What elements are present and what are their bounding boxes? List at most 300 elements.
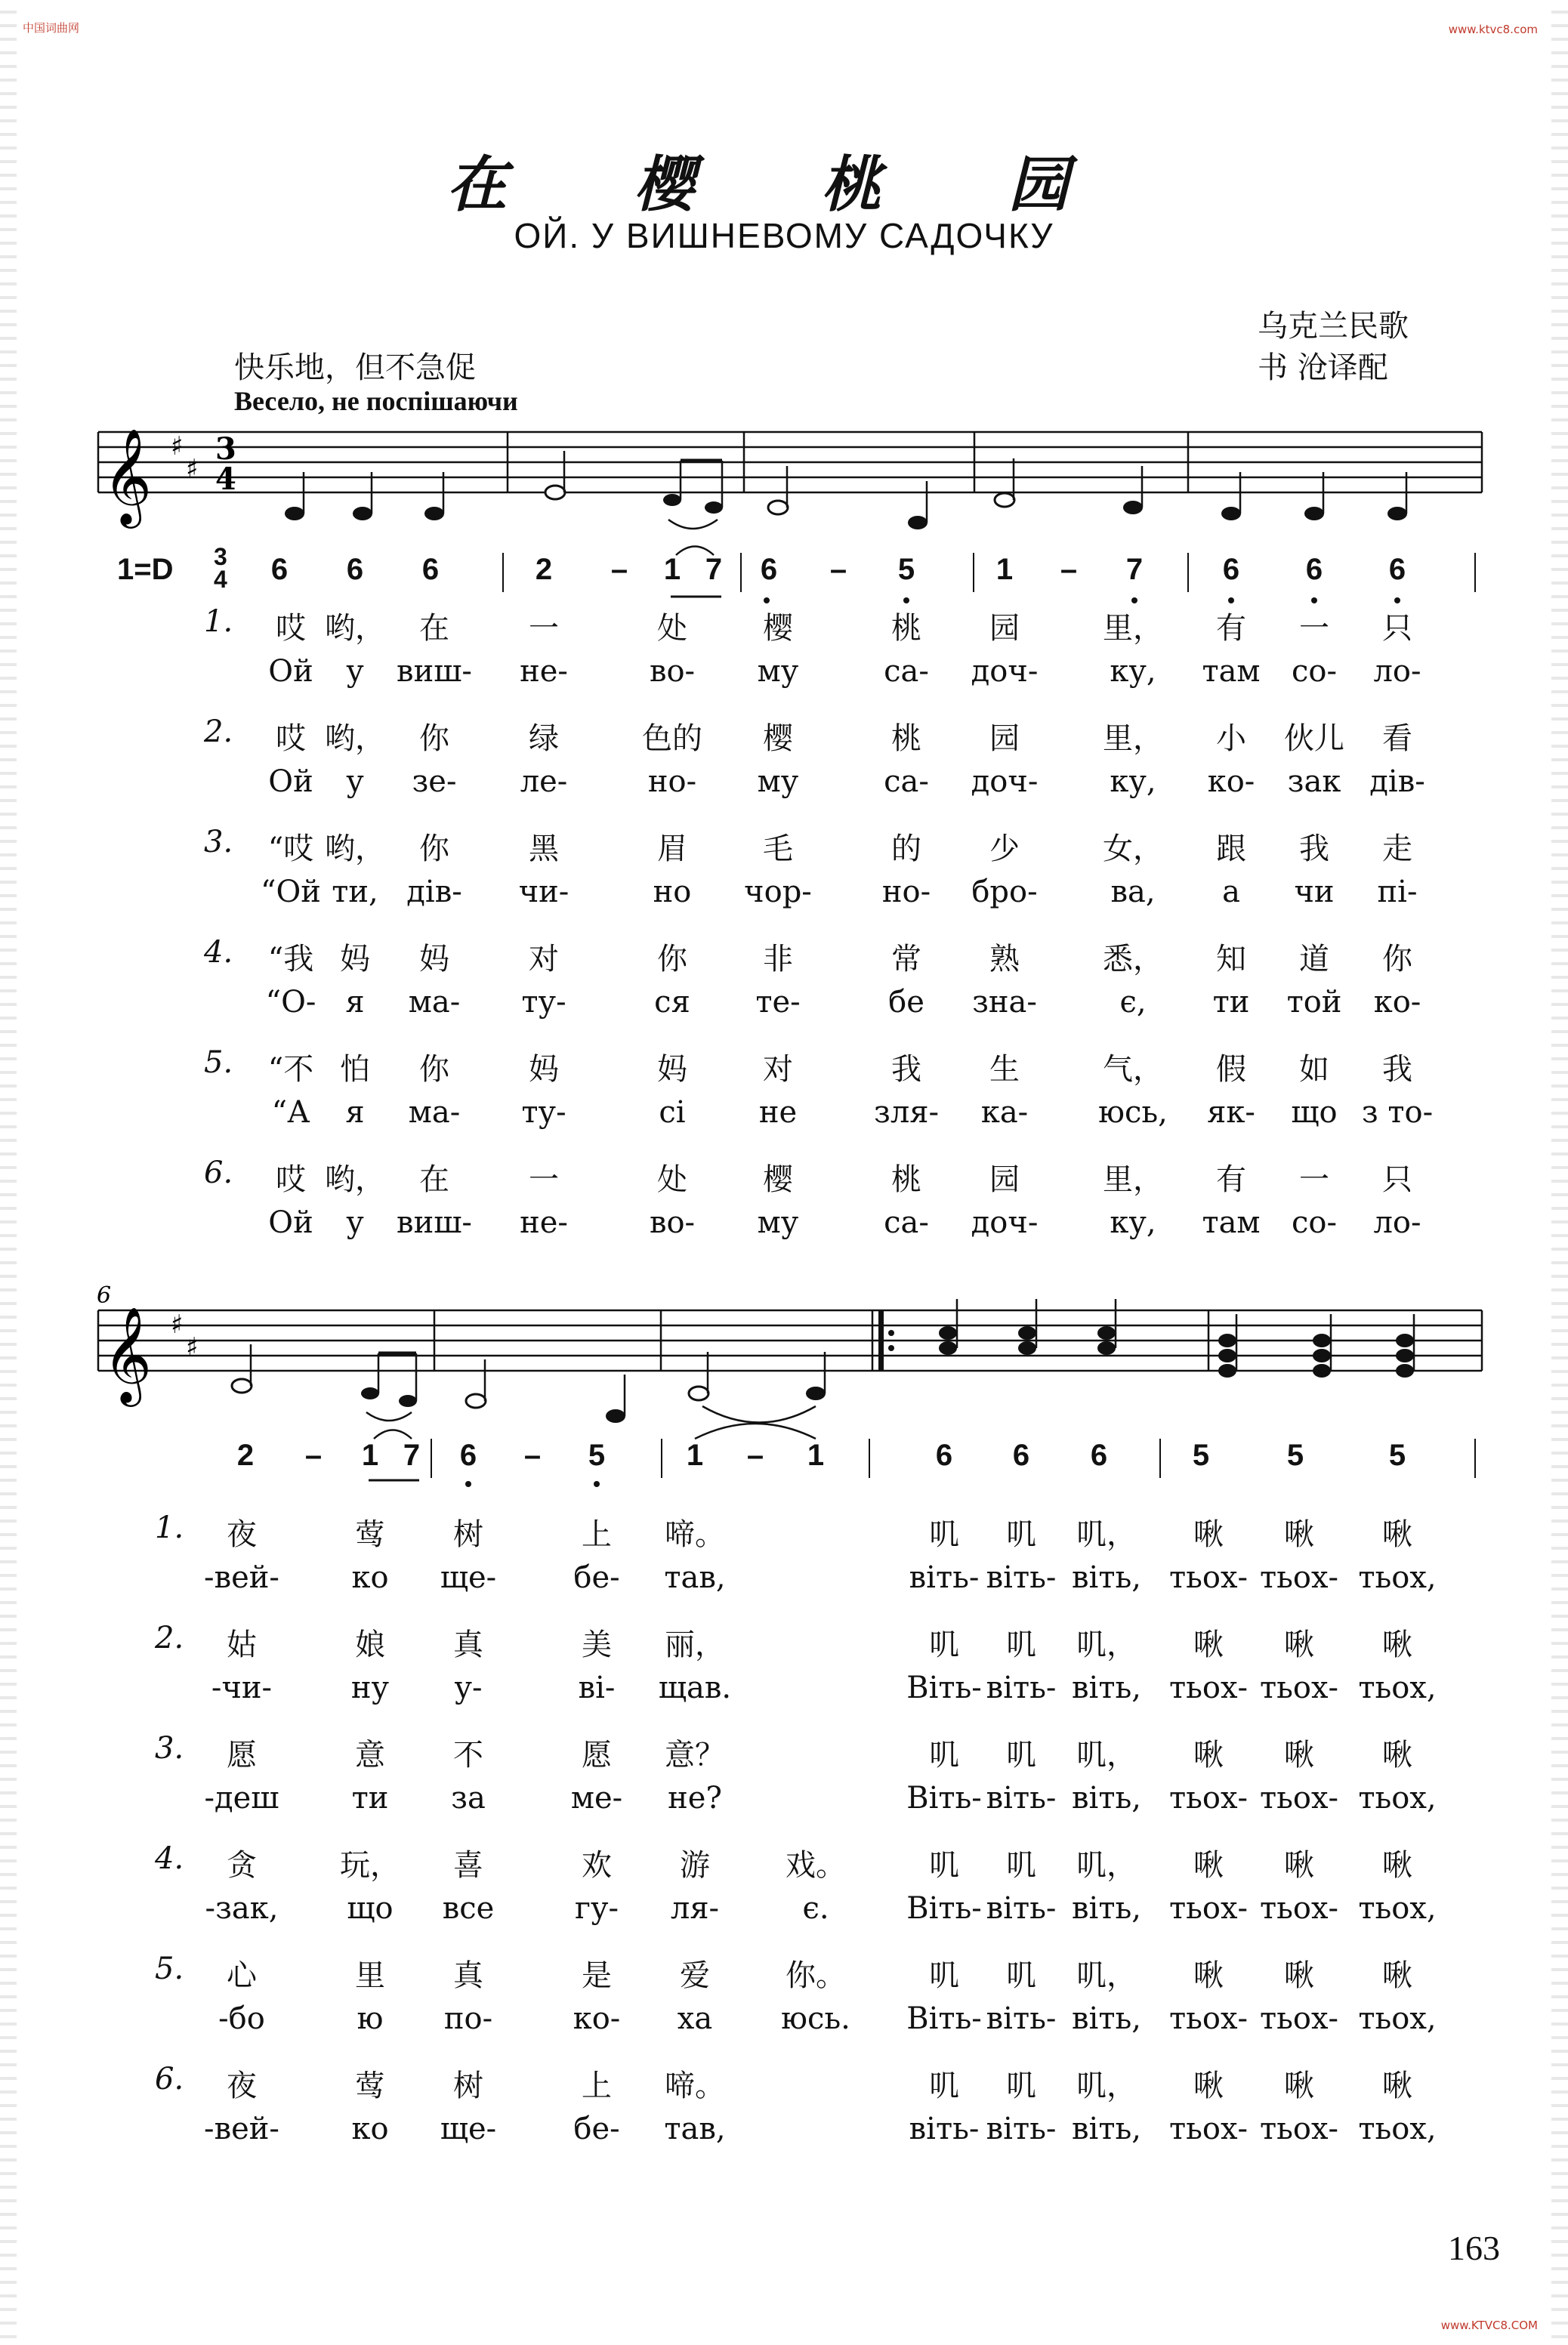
lyric-syllable-cn: 妈 — [340, 942, 370, 977]
verse-number: 2. — [204, 714, 233, 749]
lyric-syllable-ua: зе- — [412, 764, 457, 799]
lyric-syllable-ua: доч- — [971, 1205, 1039, 1240]
lyric-syllable-cn: 你 — [419, 721, 449, 756]
lyric-syllable-cn: 娘 — [355, 1628, 385, 1662]
lyric-syllable-ua: са- — [884, 1205, 929, 1240]
barline — [502, 553, 504, 592]
key-signature: 1=D — [117, 553, 174, 586]
lyric-syllable-ua: чи — [1294, 875, 1335, 909]
lyric-syllable-ua: є, — [1119, 985, 1147, 1020]
lyric-syllable-cn: 啾 — [1284, 1628, 1314, 1662]
lyric-syllable-cn: 夜 — [227, 1517, 257, 1552]
lyric-syllable-cn: 上 — [582, 1517, 612, 1552]
lyric-syllable-cn: 桃 — [891, 611, 921, 646]
lyric-syllable-cn: 一 — [1299, 611, 1329, 646]
lyric-syllable-cn: 叽 — [1006, 1517, 1036, 1552]
lyric-syllable-ua: по- — [443, 2001, 493, 2036]
jianpu-note: 6 — [1090, 1439, 1108, 1472]
lyric-syllable-cn: 走 — [1382, 832, 1412, 866]
lyric-syllable-ua: віть- — [986, 2001, 1057, 2036]
lyric-syllable-cn: 夜 — [227, 2069, 257, 2103]
lyric-syllable-cn: 啾 — [1193, 1517, 1224, 1552]
lyric-syllable-cn: 叽 — [1006, 1958, 1036, 1993]
lyric-syllable-cn: 莺 — [355, 1517, 385, 1552]
lyric-syllable-ua: дів- — [1369, 764, 1425, 799]
lyric-syllable-cn: 我 — [1382, 1052, 1412, 1087]
lyric-syllable-cn: 看 — [1382, 721, 1412, 756]
verse-number: 5. — [204, 1045, 233, 1080]
lyric-syllable-cn: 有 — [1216, 1162, 1246, 1197]
lyric-syllable-ua: ко- — [573, 2001, 621, 2036]
lyric-syllable-ua: у — [346, 654, 364, 689]
lyric-syllable-cn: 你 — [419, 832, 449, 866]
lyric-syllable-ua: -чи- — [211, 1671, 273, 1705]
lyric-syllable-ua: віть- — [986, 1781, 1057, 1816]
lyric-syllable-cn: 非 — [763, 942, 793, 977]
lyric-syllable-cn: 少 — [989, 832, 1020, 866]
barline — [973, 553, 974, 592]
lyric-syllable-ua: са- — [884, 654, 929, 689]
verse-number: 4. — [155, 1841, 184, 1876]
lyric-syllable-cn: 一 — [529, 1162, 559, 1197]
jianpu-note: 7 — [705, 553, 723, 586]
barline — [1474, 553, 1476, 592]
lyric-syllable-ua: віть- — [986, 1560, 1057, 1595]
verse-number: 4. — [204, 935, 233, 970]
lyric-syllable-ua: Віть- — [906, 1781, 982, 1816]
lyric-syllable-ua: той — [1286, 985, 1342, 1020]
jianpu-note: – — [1060, 553, 1078, 586]
barline — [740, 553, 742, 592]
lyric-syllable-ua: я — [345, 1095, 365, 1130]
lyric-syllable-cn: 一 — [1299, 1162, 1329, 1197]
lyric-syllable-cn: 生 — [989, 1052, 1020, 1087]
lyric-syllable-cn: 真 — [453, 1628, 483, 1662]
jianpu-note: 7 — [403, 1439, 421, 1472]
lyric-syllable-ua: віть, — [1072, 2001, 1141, 2036]
lyric-syllable-cn: 我 — [1299, 832, 1329, 866]
lyric-syllable-cn: 处 — [657, 611, 687, 646]
lyric-syllable-ua: ти — [1212, 985, 1250, 1020]
lyric-syllable-cn: 里， — [1103, 611, 1163, 646]
lyric-syllable-cn: 啾 — [1193, 1628, 1224, 1662]
lyric-syllable-ua: Віть- — [906, 1891, 982, 1926]
lyric-syllable-cn: 绿 — [529, 721, 559, 756]
lyric-syllable-ua: тьох- — [1259, 2112, 1339, 2146]
lyric-syllable-ua: тьох- — [1259, 1891, 1339, 1926]
lyric-syllable-cn: 知 — [1216, 942, 1246, 977]
lyric-syllable-cn: 桃 — [891, 1162, 921, 1197]
lyric-syllable-cn: 啼。 — [665, 1517, 725, 1552]
lyric-syllable-cn: 喜 — [453, 1848, 483, 1883]
lyric-syllable-cn: 啾 — [1193, 1738, 1224, 1773]
lyric-syllable-cn: 樱 — [763, 1162, 793, 1197]
lyric-syllable-ua: виш- — [397, 654, 472, 689]
jianpu-row-1 — [0, 553, 1568, 598]
jianpu-note: 6 — [935, 1439, 953, 1472]
svg-text:3: 3 — [215, 431, 236, 467]
lyric-syllable-cn: 如 — [1299, 1052, 1329, 1087]
jianpu-note: – — [523, 1439, 542, 1472]
lyric-syllable-ua: не- — [520, 1205, 568, 1240]
lyric-syllable-cn: 对 — [529, 942, 559, 977]
lyric-syllable-cn: 游 — [680, 1848, 710, 1883]
lyric-syllable-ua: Ой — [268, 654, 313, 689]
lyric-syllable-cn: 真 — [453, 1958, 483, 1993]
lyric-syllable-ua: віть- — [986, 2112, 1057, 2146]
lyric-syllable-cn: 树 — [453, 1517, 483, 1552]
lyric-syllable-cn: 啾 — [1193, 1958, 1224, 1993]
jianpu-note: 7 — [1125, 553, 1144, 586]
time-bottom: 4 — [214, 566, 227, 593]
lyric-syllable-cn: 处 — [657, 1162, 687, 1197]
lyric-syllable-ua: ме- — [570, 1781, 623, 1816]
time-top: 3 — [214, 543, 227, 570]
lyric-syllable-ua: що — [347, 1891, 394, 1926]
sharp-icon: ♯ — [171, 431, 184, 461]
lyric-syllable-ua: ля- — [670, 1891, 720, 1926]
lyric-syllable-ua: -зак, — [205, 1891, 279, 1926]
jianpu-note: 6 — [1012, 1439, 1030, 1472]
lyric-syllable-cn: 哟， — [325, 1162, 385, 1197]
lyric-syllable-cn: 色的 — [642, 721, 702, 756]
page-number: 163 — [1448, 2229, 1500, 2267]
lyric-syllable-cn: 啾 — [1284, 1738, 1314, 1773]
lyric-syllable-cn: 黑 — [529, 832, 559, 866]
lyric-syllable-ua: ту- — [521, 985, 566, 1020]
lyric-syllable-cn: 眉 — [657, 832, 687, 866]
lyric-syllable-cn: 不 — [453, 1738, 483, 1773]
lyric-syllable-cn: 园 — [989, 611, 1020, 646]
lyric-syllable-ua: тьох, — [1358, 2112, 1437, 2146]
lyric-syllable-ua: зак — [1287, 764, 1341, 799]
lyric-syllable-cn: 叽 — [1006, 2069, 1036, 2103]
lyric-syllable-cn: 啾 — [1382, 1958, 1412, 1993]
jianpu-note: 6 — [1222, 553, 1240, 586]
lyric-syllable-ua: віть- — [986, 1891, 1057, 1926]
treble-clef-icon: 𝄞 — [103, 1306, 153, 1402]
lyric-syllable-ua: ти — [351, 1781, 389, 1816]
lyric-syllable-ua: ту- — [521, 1095, 566, 1130]
jianpu-note: 6 — [459, 1439, 477, 1472]
lyrics-block-2 — [0, 1510, 1568, 2175]
song-title: 在 樱 桃 园 — [446, 149, 1122, 220]
lyric-syllable-ua: у — [346, 764, 364, 799]
lyric-syllable-cn: 爱 — [680, 1958, 710, 1993]
lyric-syllable-cn: 道 — [1299, 942, 1329, 977]
lyric-syllable-ua: ну — [350, 1671, 390, 1705]
jianpu-note: 2 — [236, 1439, 255, 1472]
lyric-syllable-cn: 啾 — [1382, 1848, 1412, 1883]
watermark-bottom-right: www.KTVC8.COM — [1440, 2319, 1538, 2332]
lyric-syllable-ua: тьох- — [1168, 1671, 1249, 1705]
lyric-syllable-cn: 在 — [419, 611, 449, 646]
lyric-syllable-cn: 哟， — [325, 832, 385, 866]
lyric-syllable-ua: тьох, — [1358, 1891, 1437, 1926]
lyric-syllable-cn: “我 — [267, 942, 314, 977]
lyric-syllable-cn: 叽， — [1076, 1628, 1137, 1662]
lyric-syllable-cn: 啾 — [1284, 2069, 1314, 2103]
lyric-syllable-cn: 姑 — [227, 1628, 257, 1662]
lyric-syllable-ua: ку, — [1110, 1205, 1156, 1240]
lyric-syllable-cn: 叽， — [1076, 1517, 1137, 1552]
lyric-syllable-ua: ще- — [440, 2112, 497, 2146]
lyric-syllable-cn: 叽 — [929, 1848, 959, 1883]
lyric-syllable-ua: ся — [654, 985, 690, 1020]
lyric-syllable-ua: те- — [755, 985, 801, 1020]
barline — [869, 1439, 870, 1478]
lyric-syllable-cn: 叽 — [929, 1738, 959, 1773]
jianpu-note: 1 — [995, 553, 1014, 586]
svg-text:4: 4 — [215, 461, 236, 497]
song-subtitle: ОЙ. У ВИШНЕВОМУ САДОЧКУ — [514, 216, 1054, 255]
barline — [1474, 1439, 1476, 1478]
jianpu-note: 6 — [1305, 553, 1323, 586]
lyric-syllable-ua: юсь, — [1098, 1095, 1168, 1130]
lyric-syllable-cn: 里 — [355, 1958, 385, 1993]
lyric-syllable-cn: 有 — [1216, 611, 1246, 646]
lyric-syllable-ua: бро- — [971, 875, 1038, 909]
lyric-syllable-ua: не — [758, 1095, 798, 1130]
lyric-syllable-ua: тьох- — [1259, 1781, 1339, 1816]
lyric-syllable-cn: 小 — [1216, 721, 1246, 756]
lyric-syllable-ua: ка- — [980, 1095, 1029, 1130]
lyric-syllable-ua: бе — [888, 985, 924, 1020]
lyric-syllable-cn: 你 — [419, 1052, 449, 1087]
lyric-syllable-ua: но- — [881, 875, 931, 909]
jianpu-note: 2 — [535, 553, 553, 586]
lyric-syllable-ua: віть, — [1072, 1891, 1141, 1926]
lyric-syllable-cn: 园 — [989, 1162, 1020, 1197]
lyric-syllable-cn: 叽 — [1006, 1848, 1036, 1883]
jianpu-note: – — [746, 1439, 764, 1472]
lyric-syllable-ua: з то- — [1361, 1095, 1434, 1130]
lyric-syllable-cn: 桃 — [891, 721, 921, 756]
lyric-syllable-ua: “О- — [265, 985, 316, 1020]
staff-2 — [98, 1310, 1482, 1371]
repeat-bar — [878, 1310, 884, 1371]
lyric-syllable-cn: 樱 — [763, 721, 793, 756]
jianpu-note: 5 — [1192, 1439, 1210, 1472]
lyric-syllable-cn: 女， — [1103, 832, 1163, 866]
lyric-syllable-cn: 妈 — [657, 1052, 687, 1087]
jianpu-note: 6 — [1388, 553, 1406, 586]
lyric-syllable-cn: 愿 — [582, 1738, 612, 1773]
jianpu-note: 6 — [346, 553, 364, 586]
lyric-syllable-ua: -деш — [204, 1781, 279, 1816]
lyric-syllable-cn: 怕 — [340, 1052, 370, 1087]
lyric-syllable-ua: тьох, — [1358, 2001, 1437, 2036]
lyric-syllable-ua: доч- — [971, 654, 1039, 689]
lyric-syllable-ua: віть, — [1072, 1781, 1141, 1816]
lyric-syllable-cn: 玩， — [340, 1848, 400, 1883]
lyric-syllable-ua: Ой — [268, 1205, 313, 1240]
lyric-syllable-ua: тьох, — [1358, 1671, 1437, 1705]
lyric-syllable-ua: са- — [884, 764, 929, 799]
lyric-syllable-ua: чи- — [518, 875, 569, 909]
lyric-syllable-ua: гу- — [574, 1891, 619, 1926]
lyric-syllable-cn: 哎 — [276, 1162, 306, 1197]
lyric-syllable-cn: 啾 — [1382, 1628, 1412, 1662]
jianpu-note: 6 — [270, 553, 289, 586]
lyric-syllable-cn: 伙儿 — [1284, 721, 1344, 756]
lyric-syllable-ua: му — [757, 654, 799, 689]
lyric-syllable-cn: 里， — [1103, 721, 1163, 756]
lyric-syllable-cn: “不 — [267, 1052, 314, 1087]
jianpu-note: – — [829, 553, 847, 586]
sharp-icon: ♯ — [186, 1332, 199, 1362]
lyric-syllable-ua: віть- — [909, 2112, 980, 2146]
lyric-syllable-cn: 假 — [1216, 1052, 1246, 1087]
lyric-syllable-cn: 悉， — [1103, 942, 1163, 977]
lyric-syllable-ua: віть, — [1072, 1671, 1141, 1705]
lyric-syllable-ua: ха — [677, 2001, 713, 2036]
lyric-syllable-cn: 叽， — [1076, 1738, 1137, 1773]
lyric-syllable-ua: со- — [1292, 1205, 1337, 1240]
lyric-syllable-cn: 在 — [419, 1162, 449, 1197]
lyric-syllable-ua: бе- — [573, 1560, 620, 1595]
lyric-syllable-cn: 毛 — [763, 832, 793, 866]
lyric-syllable-ua: ко- — [1373, 985, 1421, 1020]
lyric-syllable-ua: ма- — [408, 985, 461, 1020]
lyric-syllable-cn: 只 — [1382, 611, 1412, 646]
lyric-syllable-ua: сі — [659, 1095, 686, 1130]
lyric-syllable-cn: 跟 — [1216, 832, 1246, 866]
barline — [431, 1439, 432, 1478]
lyric-syllable-ua: все — [442, 1891, 495, 1926]
lyrics-block-1 — [0, 604, 1568, 1240]
lyric-syllable-cn: 贪 — [227, 1848, 257, 1883]
lyric-syllable-ua: за — [451, 1781, 486, 1816]
barline — [661, 1439, 662, 1478]
lyric-syllable-cn: 叽， — [1076, 1848, 1137, 1883]
lyric-syllable-cn: 叽 — [929, 1628, 959, 1662]
watermark-top-left: 中国词曲网 — [23, 21, 80, 35]
lyric-syllable-ua: во- — [649, 1205, 696, 1240]
lyric-syllable-ua: тьох- — [1168, 1560, 1249, 1595]
lyric-syllable-ua: щав. — [658, 1671, 732, 1705]
lyric-syllable-cn: 啾 — [1284, 1848, 1314, 1883]
lyric-syllable-ua: Ой — [268, 764, 313, 799]
lyric-syllable-ua: но- — [647, 764, 697, 799]
lyric-syllable-cn: 你 — [1382, 942, 1412, 977]
lyric-syllable-cn: “哎 — [267, 832, 314, 866]
lyric-syllable-ua: ва, — [1110, 875, 1156, 909]
lyric-syllable-ua: юсь. — [781, 2001, 850, 2036]
lyric-syllable-cn: 里， — [1103, 1162, 1163, 1197]
lyric-syllable-cn: 叽 — [1006, 1738, 1036, 1773]
lyric-syllable-cn: 熟 — [989, 942, 1020, 977]
lyric-syllable-cn: 对 — [763, 1052, 793, 1087]
watermark-top-right: www.ktvc8.com — [1448, 23, 1538, 36]
lyric-syllable-ua: я — [345, 985, 365, 1020]
lyric-syllable-cn: 的 — [891, 832, 921, 866]
lyric-syllable-ua: зна- — [972, 985, 1037, 1020]
lyric-syllable-ua: -вей- — [204, 1560, 279, 1595]
lyric-syllable-ua: чор- — [744, 875, 812, 909]
lyric-syllable-cn: 叽 — [929, 1517, 959, 1552]
verse-number: 1. — [204, 604, 233, 639]
lyric-syllable-ua: тьох- — [1259, 2001, 1339, 2036]
lyric-syllable-cn: 哎 — [276, 611, 306, 646]
lyric-syllable-cn: 美 — [582, 1628, 612, 1662]
lyric-syllable-cn: 啾 — [1382, 1517, 1412, 1552]
lyric-syllable-ua: “А — [271, 1095, 310, 1130]
lyric-syllable-ua: є. — [802, 1891, 829, 1926]
verse-number: 5. — [155, 1952, 184, 1986]
lyric-syllable-cn: 樱 — [763, 611, 793, 646]
lyric-syllable-ua: віть- — [909, 1560, 980, 1595]
lyric-syllable-ua: бе- — [573, 2112, 620, 2146]
lyric-syllable-cn: 哟， — [325, 611, 385, 646]
jianpu-note: 1 — [361, 1439, 379, 1472]
lyric-syllable-cn: 丽， — [665, 1628, 725, 1662]
lyric-syllable-ua: там — [1202, 654, 1261, 689]
lyric-syllable-cn: 树 — [453, 2069, 483, 2103]
lyric-syllable-cn: 一 — [529, 611, 559, 646]
lyric-syllable-ua: ле- — [520, 764, 568, 799]
lyric-syllable-ua: що — [1291, 1095, 1338, 1130]
lyric-syllable-ua: не- — [520, 654, 568, 689]
jianpu-note: 5 — [1388, 1439, 1406, 1472]
lyric-syllable-cn: 啾 — [1382, 1738, 1412, 1773]
lyric-syllable-cn: 叽 — [929, 1958, 959, 1993]
lyric-syllable-ua: ло- — [1373, 1205, 1421, 1240]
lyric-syllable-ua: ко — [351, 1560, 389, 1595]
staff-1 — [98, 432, 1482, 492]
lyric-syllable-ua: ко- — [1207, 764, 1255, 799]
lyric-syllable-ua: во- — [649, 654, 696, 689]
jianpu-note: 5 — [897, 553, 915, 586]
lyric-syllable-cn: 心 — [227, 1958, 257, 1993]
jianpu-note: 6 — [421, 553, 440, 586]
lyric-syllable-ua: тьох- — [1168, 2112, 1249, 2146]
lyric-syllable-ua: ще- — [440, 1560, 497, 1595]
lyric-syllable-cn: 意？ — [665, 1738, 725, 1773]
lyric-syllable-ua: тьох, — [1358, 1781, 1437, 1816]
lyric-syllable-ua: доч- — [971, 764, 1039, 799]
lyric-syllable-ua: зля- — [874, 1095, 939, 1130]
lyric-syllable-ua: тьох- — [1168, 1891, 1249, 1926]
lyric-syllable-ua: ма- — [408, 1095, 461, 1130]
lyric-syllable-ua: віть- — [986, 1671, 1057, 1705]
jianpu-note: 5 — [1286, 1439, 1304, 1472]
lyric-syllable-ua: ти, — [332, 875, 378, 909]
lyric-syllable-ua: -бо — [218, 2001, 265, 2036]
jianpu-note: 6 — [760, 553, 778, 586]
lyric-syllable-ua: тав, — [664, 2112, 726, 2146]
verse-number: 3. — [204, 825, 233, 859]
lyric-syllable-cn: 啾 — [1193, 1848, 1224, 1883]
origin-credit: 乌克兰民歌 — [1258, 309, 1409, 344]
staff-2-notes — [232, 1299, 1414, 1423]
lyric-syllable-ua: а — [1222, 875, 1240, 909]
lyric-syllable-ua: ю — [357, 2001, 384, 2036]
lyric-syllable-ua: му — [757, 764, 799, 799]
lyric-syllable-cn: 欢 — [582, 1848, 612, 1883]
verse-number: 6. — [155, 2062, 184, 2097]
lyric-syllable-cn: 啾 — [1193, 2069, 1224, 2103]
treble-clef-icon: 𝄞 — [103, 427, 153, 524]
verse-number: 2. — [155, 1621, 184, 1655]
jianpu-note: 1 — [807, 1439, 825, 1472]
lyric-syllable-ua: тав, — [664, 1560, 726, 1595]
lyric-syllable-ua: тьох, — [1358, 1560, 1437, 1595]
lyric-syllable-ua: му — [757, 1205, 799, 1240]
jianpu-note: – — [610, 553, 628, 586]
lyric-syllable-ua: як- — [1207, 1095, 1255, 1130]
lyric-syllable-ua: ві- — [578, 1671, 616, 1705]
